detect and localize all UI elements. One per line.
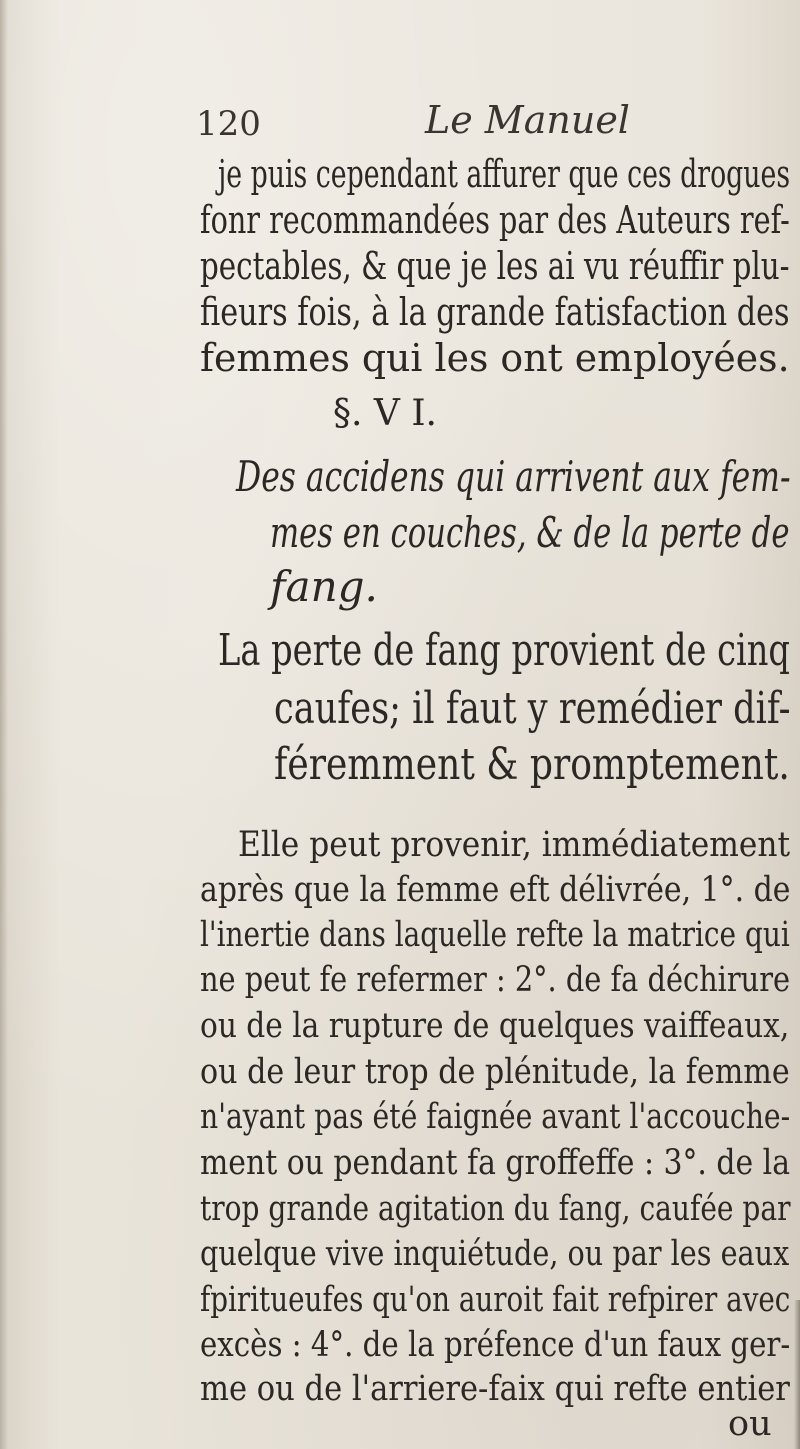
section-number: §. V I. bbox=[333, 393, 437, 434]
text-line: pectables, & que je les ai vu réuffir plu- bbox=[200, 244, 790, 288]
page-number: 120 bbox=[196, 104, 261, 144]
summary-line: féremment & promptement. bbox=[274, 739, 790, 790]
text-line: excès : 4°. de la préfence d'un faux ger- bbox=[200, 1325, 791, 1365]
section-heading-line: fang. bbox=[270, 562, 378, 611]
page-left-edge-shadow bbox=[0, 0, 8, 1449]
text-line: fieurs fois, à la grande fatisfaction des bbox=[200, 290, 790, 334]
text-line: me ou de l'arriere-faix qui refte entier bbox=[200, 1369, 790, 1409]
text-line: Elle peut provenir, immédiatement bbox=[238, 825, 791, 865]
text-line: fpiritueufes qu'on auroit fait refpirer avec bbox=[200, 1280, 791, 1320]
summary-line: La perte de fang provient de cinq bbox=[218, 625, 790, 676]
text-line: ou de leur trop de plénitude, la femme bbox=[200, 1052, 790, 1092]
summary-line: caufes; il faut y remédier dif- bbox=[274, 683, 791, 734]
text-line: je puis cependant affurer que ces drogues bbox=[218, 152, 791, 196]
text-line: après que la femme eft délivrée, 1°. de bbox=[200, 870, 791, 910]
text-line: ne peut fe refermer : 2°. de fa déchirure bbox=[200, 960, 791, 1000]
running-title: Le Manuel bbox=[425, 98, 630, 142]
section-heading-line: mes en couches, & de la perte de bbox=[270, 508, 790, 557]
section-heading-line: Des accidens qui arrivent aux fem- bbox=[236, 452, 791, 501]
text-line: femmes qui les ont employées. bbox=[200, 336, 790, 380]
text-line: n'ayant pas été faignée avant l'accouche- bbox=[200, 1097, 791, 1137]
text-line: l'inertie dans laquelle refte la matrice qui bbox=[200, 915, 790, 955]
text-line: quelque vive inquiétude, ou par les eaux bbox=[200, 1234, 790, 1274]
text-line: fonr recommandées par des Auteurs ref- bbox=[200, 198, 790, 242]
text-line: trop grande agitation du fang, caufée par bbox=[200, 1189, 791, 1229]
page-right-edge-shadow bbox=[794, 1300, 800, 1449]
catchword: ou bbox=[728, 1404, 772, 1444]
text-line: ou de la rupture de quelques vaiffeaux, bbox=[200, 1006, 790, 1046]
text-line: ment ou pendant fa groffeffe : 3°. de la bbox=[200, 1143, 791, 1183]
